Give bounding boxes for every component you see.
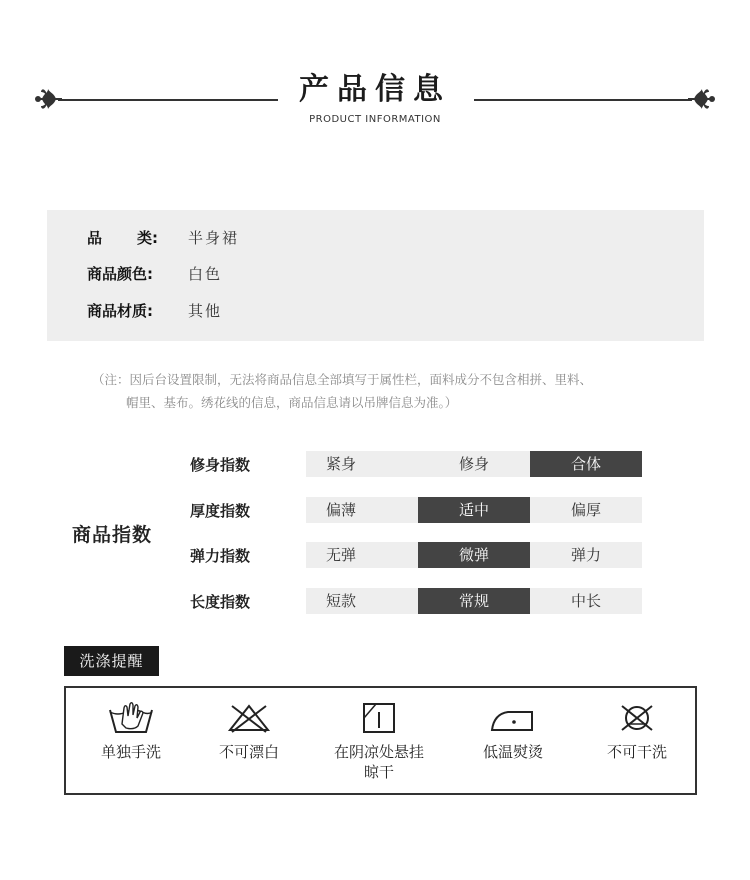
page-subtitle: PRODUCT INFORMATION xyxy=(309,114,441,125)
page-title: 产品信息 xyxy=(299,72,451,107)
index-option: 偏薄 xyxy=(306,497,418,523)
header-divider-right xyxy=(474,99,692,101)
index-option: 弹力 xyxy=(530,542,642,568)
index-option: 偏厚 xyxy=(530,497,642,523)
info-label: 品 类: xyxy=(87,229,158,247)
index-option-selected: 常规 xyxy=(418,588,530,614)
note-line-1: （注：因后台设置限制，无法将商品信息全部填写于属性栏，面料成分不包含相拼、里料、 xyxy=(92,372,593,387)
product-info-box xyxy=(47,210,704,341)
wash-item-label: 低温熨烫 xyxy=(482,743,543,761)
hand-wash-icon xyxy=(106,700,156,736)
index-label: 厚度指数 xyxy=(190,502,251,520)
washing-box xyxy=(64,686,697,795)
no-bleach-icon xyxy=(224,700,274,736)
index-option: 无弹 xyxy=(306,542,418,568)
info-row-color xyxy=(87,264,222,284)
line-dry-shade-icon xyxy=(354,700,404,736)
section-header xyxy=(0,60,750,140)
info-label: 商品颜色: xyxy=(87,265,153,283)
wash-item-label: 不可干洗 xyxy=(606,743,667,761)
info-label: 商品材质: xyxy=(87,302,153,320)
index-label: 弹力指数 xyxy=(190,547,251,565)
index-scale xyxy=(306,588,642,614)
wash-item-no-bleach xyxy=(184,700,314,762)
wash-item-no-dry-clean xyxy=(572,700,702,762)
index-scale xyxy=(306,451,642,477)
info-note xyxy=(92,368,702,414)
washing-label: 洗涤提醒 xyxy=(64,646,159,676)
info-value: 白色 xyxy=(188,265,223,283)
index-option-selected: 微弹 xyxy=(418,542,530,568)
note-line-2: 帽里、基布。绣花线的信息，商品信息请以吊牌信息为准。） xyxy=(126,395,458,410)
wash-item-label: 不可漂白 xyxy=(218,743,279,761)
index-option-selected: 适中 xyxy=(418,497,530,523)
fleur-de-lis-ornament-icon xyxy=(686,84,716,114)
index-option-selected: 合体 xyxy=(530,451,642,477)
info-value: 其他 xyxy=(188,302,223,320)
wash-item-label: 单独手洗 xyxy=(100,743,161,761)
wash-item-hand-wash xyxy=(66,700,196,762)
info-row-material xyxy=(87,301,222,321)
index-option: 短款 xyxy=(306,588,418,614)
info-row-category xyxy=(87,228,239,248)
info-value: 半身裙 xyxy=(188,229,240,247)
no-dry-clean-icon xyxy=(612,700,662,736)
indices-title: 商品指数 xyxy=(72,524,153,546)
index-scale xyxy=(306,542,642,568)
wash-item-line-dry xyxy=(314,700,444,782)
wash-item-iron-low xyxy=(448,700,578,762)
index-label: 长度指数 xyxy=(190,593,251,611)
iron-low-icon xyxy=(488,700,538,736)
index-option: 中长 xyxy=(530,588,642,614)
index-scale xyxy=(306,497,642,523)
index-option: 修身 xyxy=(418,451,530,477)
index-label: 修身指数 xyxy=(190,456,251,474)
index-option: 紧身 xyxy=(306,451,418,477)
wash-item-label: 在阴凉处悬挂 晾干 xyxy=(333,743,424,781)
